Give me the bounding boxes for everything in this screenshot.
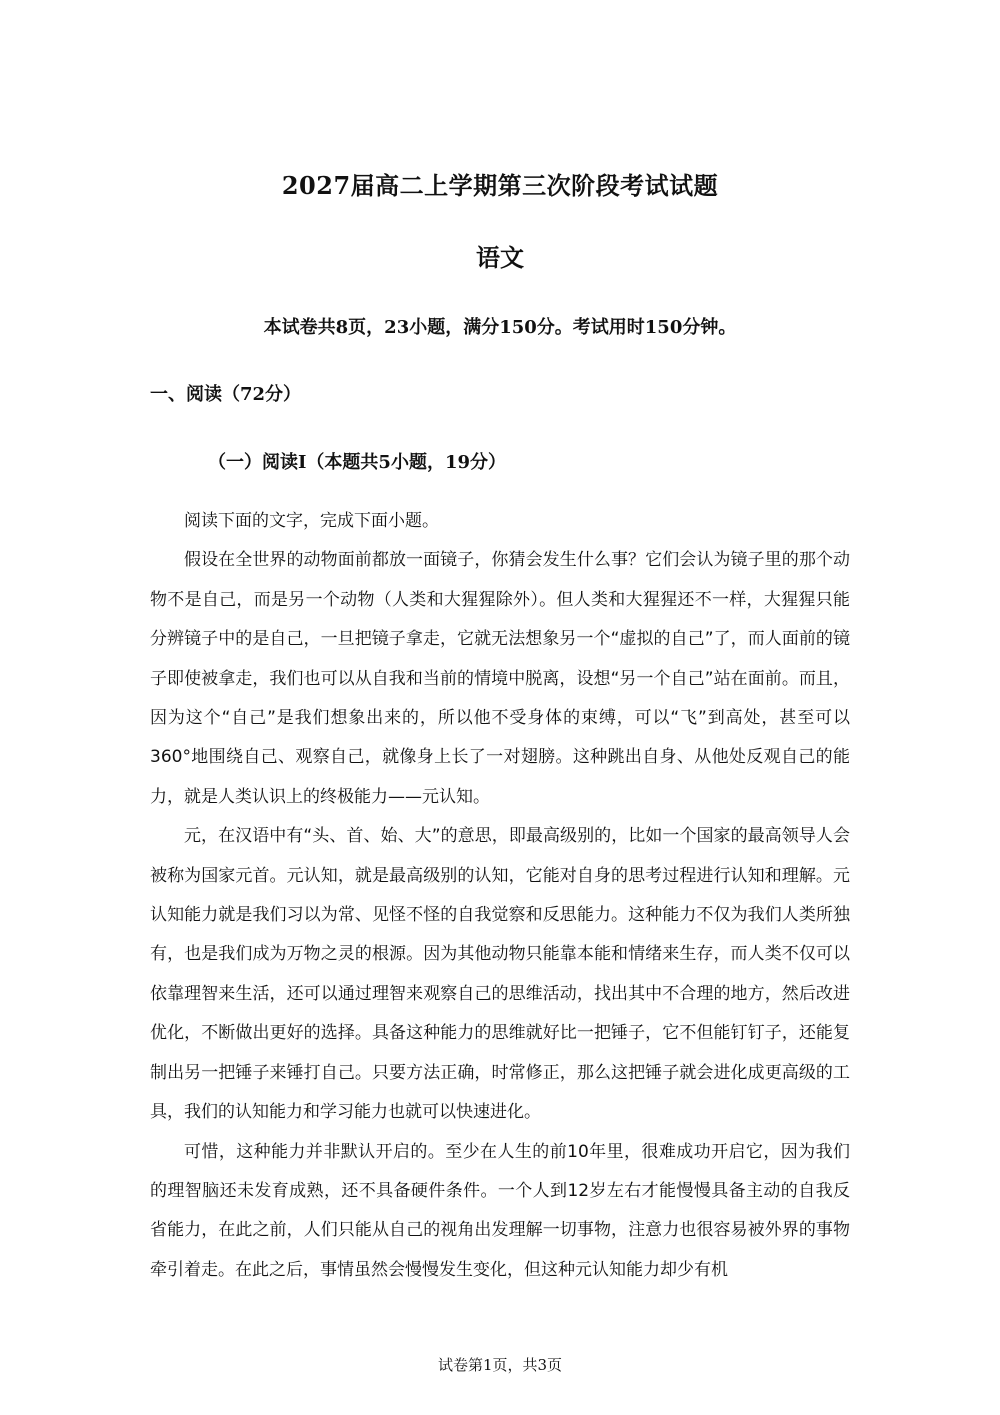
page-footer: 试卷第1页，共3页 xyxy=(437,1356,563,1374)
passage-paragraph-3: 可惜，这种能力并非默认开启的。至少在人生的前10年里，很难成功开启它，因为我们的理智脑还未发育成熟，还不具备硬件条件。一个人到12岁左右才能慢慢具备主动的自我反省能力，在此之前，人们只能从自己的视角出发理解一切事物，注意力也很容易被外界的事物牵引着走。在此之后，事情虽然会慢慢发生变化，但这种元认知能力却少有机 xyxy=(150,1141,850,1280)
passage-instruction: 阅读下面的文字，完成下面小题。 xyxy=(184,511,439,531)
passage-paragraph-1: 假设在全世界的动物面前都放一面镜子，你猜会发生什么事？它们会认为镜子里的那个动物不是自己，而是另一个动物（人类和大猩猩除外）。但人类和大猩猩还不一样，大猩猩只能分辨镜子中的是自己，一旦把镜子拿走，它就无法想象另一个“虚拟的自己”了，而人面前的镜子即使被拿走，我们也可以从自我和当前的情境中脱离，设想“另一个自己”站在面前。而且，因为这个“自己”是我们想象出来的，所以他不受身体的束缚，可以“飞”到高处，甚至可以360°地围绕自己、观察自己，就像身上长了一对翅膀。这种跳出自身、从他处反观自己的能力，就是人类认识上的终极能力——元认知。 xyxy=(150,550,850,807)
section-heading: 一、阅读（72分） xyxy=(150,384,302,405)
subject-heading: 语文 xyxy=(476,243,524,272)
subsection-heading: （一）阅读I（本题共5小题，19分） xyxy=(208,452,506,473)
passage-body xyxy=(150,502,850,1290)
exam-info: 本试卷共8页，23小题，满分150分。考试用时150分钟。 xyxy=(263,317,737,338)
passage-paragraph-2: 元，在汉语中有“头、首、始、大”的意思，即最高级别的，比如一个国家的最高领导人会被称为国家元首。元认知，就是最高级别的认知，它能对自身的思考过程进行认知和理解。元认知能力就是我们习以为常、见怪不怪的自我觉察和反思能力。这种能力不仅为我们人类所独有，也是我们成为万物之灵的根源。因为其他动物只能靠本能和情绪来生存，而人类不仅可以依靠理智来生活，还可以通过理智来观察自己的思维活动，找出其中不合理的地方，然后改进优化，不断做出更好的选择。具备这种能力的思维就好比一把锤子，它不但能钉钉子，还能复制出另一把锤子来锤打自己。只要方法正确，时常修正，那么这把锤子就会进化成更高级的工具，我们的认知能力和学习能力也就可以快速进化。 xyxy=(150,826,850,1123)
exam-title: 2027届高二上学期第三次阶段考试试题 xyxy=(281,171,719,200)
